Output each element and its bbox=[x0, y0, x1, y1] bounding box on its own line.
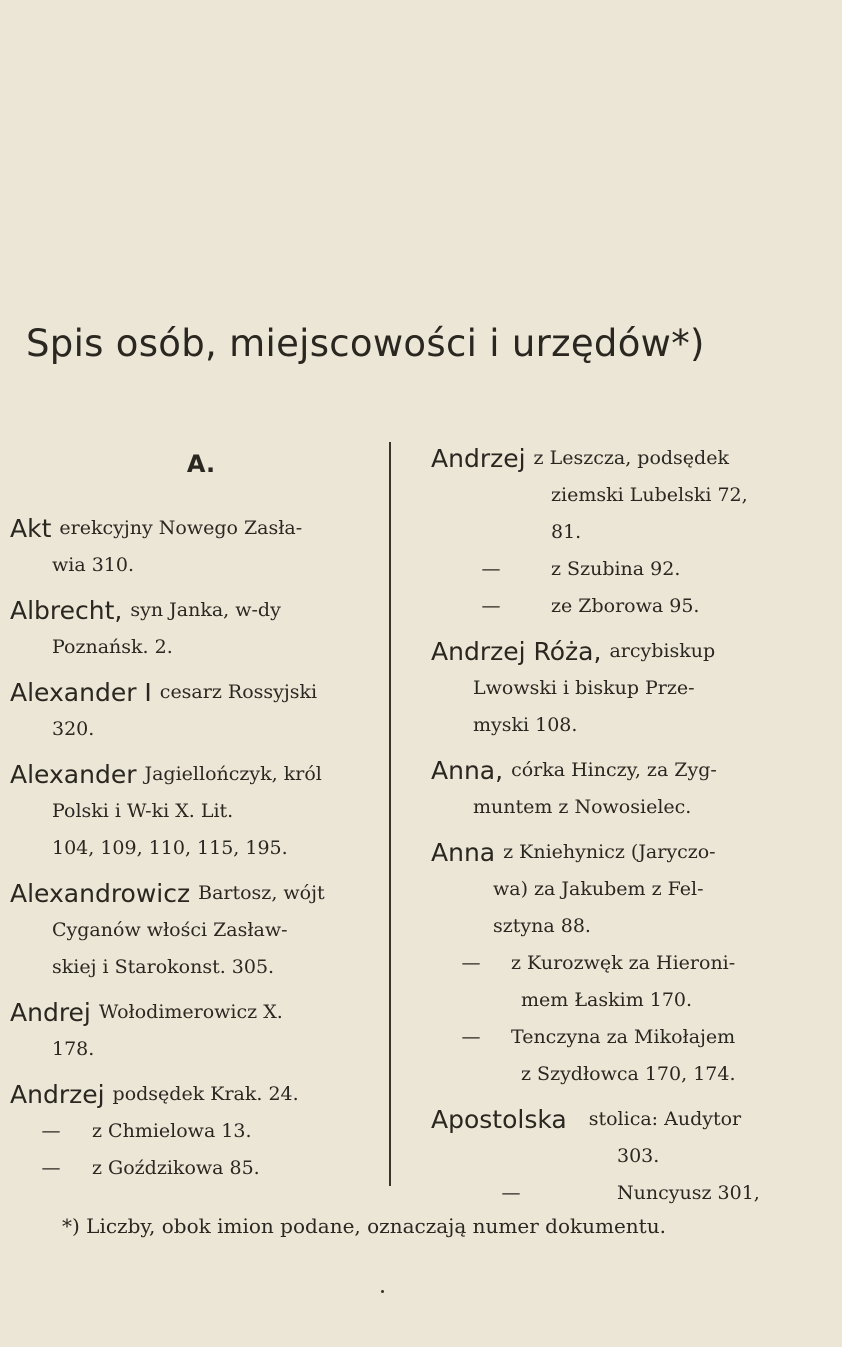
entry-head: Anna, bbox=[431, 756, 504, 785]
ditto-dash: — bbox=[461, 952, 481, 974]
index-entry-anna-kniehynicz bbox=[431, 834, 803, 1093]
index-entry-andrzej-podsedek bbox=[10, 1076, 372, 1187]
entry-text: córka Hinczy, za Zyg- bbox=[511, 759, 717, 781]
entry-continuation: Lwowski i biskup Prze- bbox=[473, 677, 695, 699]
index-entry-alexander-i bbox=[10, 674, 372, 748]
sub-entry bbox=[431, 1175, 803, 1212]
sub-entry bbox=[431, 588, 803, 625]
entry-continuation: skiej i Starokonst. 305. bbox=[52, 956, 275, 978]
index-entry-alexandrowicz bbox=[10, 875, 372, 986]
entry-text: cesarz Rossyjski bbox=[159, 681, 318, 703]
sub-entry-continuation: mem Łaskim 170. bbox=[521, 989, 693, 1011]
entry-head: Andrzej bbox=[10, 1080, 105, 1109]
ditto-dash: — bbox=[41, 1120, 61, 1142]
footnote: *) Liczby, obok imion podane, oznaczają numer dokumentu. bbox=[62, 1214, 666, 1238]
sub-entry-text: z Szubina 92. bbox=[551, 558, 681, 580]
ditto-dash: — bbox=[461, 1026, 481, 1048]
ditto-dash: — bbox=[501, 1182, 521, 1204]
entry-continuation: 178. bbox=[52, 1038, 95, 1060]
entry-text: erekcyjny Nowego Zasła- bbox=[59, 517, 303, 539]
entry-head: Alexandrowicz bbox=[10, 879, 191, 908]
entry-continuation: wia 310. bbox=[52, 554, 135, 576]
left-column bbox=[10, 440, 372, 1195]
entry-continuation: sztyna 88. bbox=[493, 915, 591, 937]
entry-continuation: wa) za Jakubem z Fel- bbox=[493, 878, 704, 900]
entry-continuation: 104, 109, 110, 115, 195. bbox=[52, 837, 288, 859]
sub-entry bbox=[431, 551, 803, 588]
entry-continuation: ziemski Lubelski 72, bbox=[551, 484, 748, 506]
ditto-dash: — bbox=[41, 1157, 61, 1179]
entry-continuation: 81. bbox=[551, 521, 582, 543]
entry-text: z Kniehynicz (Jaryczo- bbox=[503, 841, 716, 863]
entry-head: Andrej bbox=[10, 998, 91, 1027]
entry-text: podsędek Krak. 24. bbox=[112, 1083, 299, 1105]
print-speck bbox=[381, 1290, 384, 1293]
entry-text: arcybiskup bbox=[609, 640, 716, 662]
entry-text: stolica: Audytor bbox=[588, 1108, 742, 1130]
entry-continuation: Polski i W-ki X. Lit. bbox=[52, 800, 234, 822]
sub-entry-continuation: z Szydłowca 170, 174. bbox=[521, 1063, 736, 1085]
section-letter: A. bbox=[186, 450, 216, 478]
page-title: Spis osób, miejscowości i urzędów*) bbox=[26, 322, 705, 365]
sub-entry bbox=[431, 1019, 803, 1056]
entry-head: Alexander bbox=[10, 760, 137, 789]
entry-continuation: 320. bbox=[52, 718, 95, 740]
entry-text: Jagiellończyk, król bbox=[144, 763, 322, 785]
sub-entry bbox=[10, 1150, 372, 1187]
sub-entry-text: z Chmielowa 13. bbox=[92, 1120, 252, 1142]
index-entry-apostolska bbox=[431, 1101, 803, 1212]
sub-entry-text: ze Zborowa 95. bbox=[551, 595, 700, 617]
index-entry-andrzej-leszcza bbox=[431, 440, 803, 625]
entry-head: Alexander I bbox=[10, 678, 152, 707]
sub-entry-text: z Kurozwęk za Hieroni- bbox=[511, 952, 736, 974]
entry-head: Akt bbox=[10, 514, 52, 543]
ditto-dash: — bbox=[481, 595, 501, 617]
entry-text: Wołodimerowicz X. bbox=[98, 1001, 283, 1023]
entry-continuation: Cyganów włości Zasław- bbox=[52, 919, 288, 941]
index-entry-andrzej-roza bbox=[431, 633, 803, 744]
index-entry-andrej bbox=[10, 994, 372, 1068]
entry-head: Anna bbox=[431, 838, 496, 867]
sub-entry-text: Tenczyna za Mikołajem bbox=[511, 1026, 736, 1048]
entry-continuation: 303. bbox=[617, 1145, 660, 1167]
entry-head: Albrecht, bbox=[10, 596, 123, 625]
sub-entry bbox=[10, 1113, 372, 1150]
entry-head: Apostolska bbox=[431, 1105, 567, 1134]
index-entry-alexander-jagiellonczyk bbox=[10, 756, 372, 867]
sub-entry bbox=[431, 945, 803, 982]
entry-text: syn Janka, w-dy bbox=[130, 599, 281, 621]
entry-text: Bartosz, wójt bbox=[198, 882, 325, 904]
entry-head: Andrzej bbox=[431, 444, 526, 473]
entry-text: z Leszcza, podsędek bbox=[533, 447, 729, 469]
entry-head: Andrzej Róża, bbox=[431, 637, 602, 666]
index-entry-albrecht bbox=[10, 592, 372, 666]
entry-continuation: myski 108. bbox=[473, 714, 578, 736]
ditto-dash: — bbox=[481, 558, 501, 580]
column-divider bbox=[389, 442, 391, 1186]
entry-continuation: muntem z Nowosielec. bbox=[473, 796, 692, 818]
entry-continuation: Poznańsk. 2. bbox=[52, 636, 173, 658]
sub-entry-text: z Goździkowa 85. bbox=[92, 1157, 260, 1179]
index-entry-akt bbox=[10, 510, 372, 584]
index-entry-anna-hinczy bbox=[431, 752, 803, 826]
sub-entry-text: Nuncyusz 301, bbox=[617, 1182, 760, 1204]
right-column bbox=[431, 440, 803, 1220]
